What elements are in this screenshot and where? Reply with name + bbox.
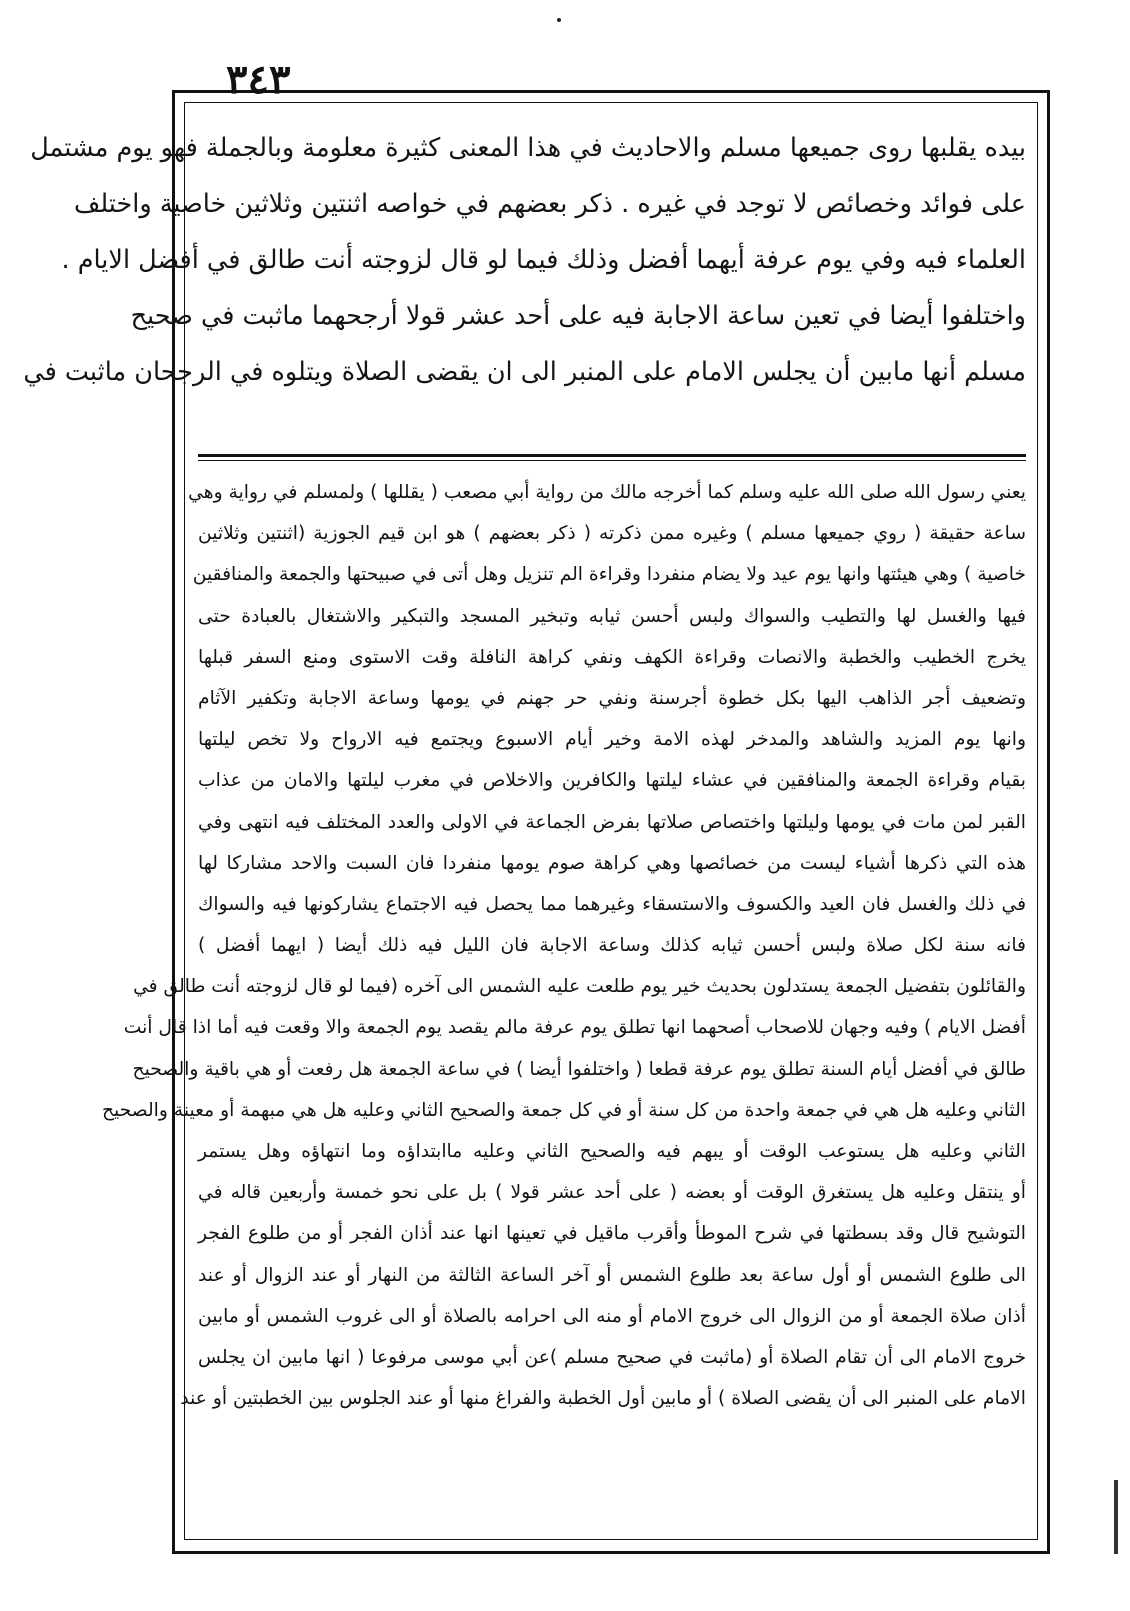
commentary-block (101, 472, 1026, 1419)
commentary-line: هذه التي ذكرها أشياء ليست من خصائصها وهي كراهة صوم يومها منفردا فان السبت والاحد مشاركا لها (198, 852, 1026, 874)
main-text-line: بيده يقلبها روى جميعها مسلم والاحاديث في هذا المعنى كثيرة معلومة وبالجملة فهو يوم مشتمل (30, 133, 1026, 163)
commentary-line: التوشيح قال وقد بسطتها في شرح الموطأ وأقرب ماقيل في تعينها انها عند أذان الفجر أو من طلوع الفجر (198, 1223, 1026, 1245)
commentary-line: طالق في أفضل أيام السنة تطلق يوم عرفة قطعا ( واختلفوا أيضا ) في ساعة الجمعة هل رفعت أو هي باقية والصحيح (132, 1058, 1026, 1080)
commentary-line: أو ينتقل وعليه هل يستغرق الوقت أو بعضه ( على أحد عشر قولا ) بل على نحو خمسة وأربعين قاله في (198, 1182, 1026, 1204)
commentary-line: فانه سنة لكل صلاة ولبس أحسن ثيابه كذلك وساعة الاجابة فان الليل فيه ذلك أيضا ( ايهما أفضل ) (198, 935, 1026, 957)
main-text-line: واختلفوا أيضا في تعين ساعة الاجابة فيه على أحد عشر قولا أرجحهما ماثبت في صحيح (130, 301, 1026, 331)
commentary-line: وتضعيف أجر الذاهب اليها بكل خطوة أجرسنة ونفي حر جهنم في يومها وساعة الاجابة وتكفير الآثام (198, 687, 1026, 709)
commentary-line: أذان صلاة الجمعة أو من الزوال الى خروج الامام أو منه الى احرامه بالصلاة أو الى غروب الشمس أو مابين (198, 1305, 1026, 1327)
commentary-line: يخرج الخطيب والخطبة والانصات وقراءة الكهف ونفي كراهة النافلة وقت الاستوى ومنع السفر قبلها (198, 646, 1026, 668)
commentary-line: الثاني وعليه هل هي في جمعة واحدة من كل سنة أو في كل جمعة والصحيح الثاني وعليه هل هي مبهمة أو معينة والصحيح (101, 1099, 1026, 1121)
section-divider-thin (198, 460, 1026, 461)
commentary-line: الثاني وعليه هل يستوعب الوقت أو يبهم فيه والصحيح الثاني وعليه ماابتداؤه وما انتهاؤه وهل يستمر (198, 1141, 1026, 1162)
main-text-block (23, 120, 1026, 400)
commentary-line: بقيام وقراءة الجمعة والمنافقين في عشاء ليلتها والكافرين والاخلاص في مغرب ليلتها والامان من عذاب (198, 770, 1026, 792)
main-text-line: مسلم أنها مابين أن يجلس الامام على المنبر الى ان يقضى الصلاة ويتلوه في الرجحان ماثبت في (23, 357, 1026, 387)
commentary-line: فيها والغسل لها والتطيب والسواك ولبس أحسن ثيابه وتبخير المسجد والتبكير والاشتغال بالعبادة حتى (198, 605, 1026, 627)
commentary-line: خروج الامام الى أن تقام الصلاة أو (ماثبت في صحيح مسلم )عن أبي موسى مرفوعا ( انها مابين ان يجلس (198, 1346, 1026, 1368)
commentary-line: القبر لمن مات في يومها وليلتها واختصاص صلاتها بفرض الجماعة في الاولى والعدد المختلف فيه انتهى وفي (198, 811, 1026, 833)
stray-dot-mark (557, 18, 561, 22)
commentary-line: يعني رسول الله صلى الله عليه وسلم كما أخرجه مالك من رواية أبي مصعب ( يقللها ) ولمسلم في رواية وهي (188, 482, 1026, 503)
commentary-line: وانها يوم المزيد والشاهد والمدخر لهذه الامة وخير أيام الاسبوع ويجتمع فيه الارواح ولا تخص ليلتها (198, 729, 1026, 751)
commentary-line: والقائلون بتفضيل الجمعة يستدلون بحديث خير يوم طلعت عليه الشمس الى آخره (فيما لو قال لزوجته أنت طالق في (133, 976, 1026, 998)
section-divider-thick (198, 454, 1026, 457)
scan-edge-mark (1114, 1480, 1118, 1554)
page-number: ٣٤٣ (226, 56, 291, 103)
main-text-line: على فوائد وخصائص لا توجد في غيره . ذكر بعضهم في خواصه اثنتين وثلاثين خاصية واختلف (73, 189, 1026, 219)
commentary-line: في ذلك والغسل فان العيد والكسوف والاستسقاء وغيرهما مما يحصل فيه الاجتماع يشاركونها فيه والسواك (198, 893, 1026, 915)
commentary-line: خاصية ) وهي هيئتها وانها يوم عيد ولا يضام منفردا وقراءة الم تنزيل وهل أتى في صبيحتها والجمعة والمنافقين (192, 564, 1026, 586)
main-text-line: العلماء فيه وفي يوم عرفة أيهما أفضل وذلك فيما لو قال لزوجته أنت طالق في أفضل الايام . (61, 245, 1026, 275)
commentary-line: الى طلوع الشمس أو أول ساعة بعد طلوع الشمس أو آخر الساعة الثالثة من النهار أو عند الزوال أو عند (198, 1264, 1026, 1286)
commentary-line: الامام على المنبر الى أن يقضى الصلاة ) أو مابين أول الخطبة والفراغ منها أو عند الجلوس بين الخطبتين أو عند (180, 1388, 1026, 1410)
commentary-line: أفضل الايام ) وفيه وجهان للاصحاب أصحهما انها تطلق يوم عرفة مالم يقصد يوم الجمعة والا وقعت فيه أما اذا قال أنت (123, 1017, 1026, 1039)
commentary-line: ساعة حقيقة ( روي جميعها مسلم ) وغيره ممن ذكرته ( ذكر بعضهم ) هو ابن قيم الجوزية (اثنتين وثلاثين (198, 523, 1026, 545)
